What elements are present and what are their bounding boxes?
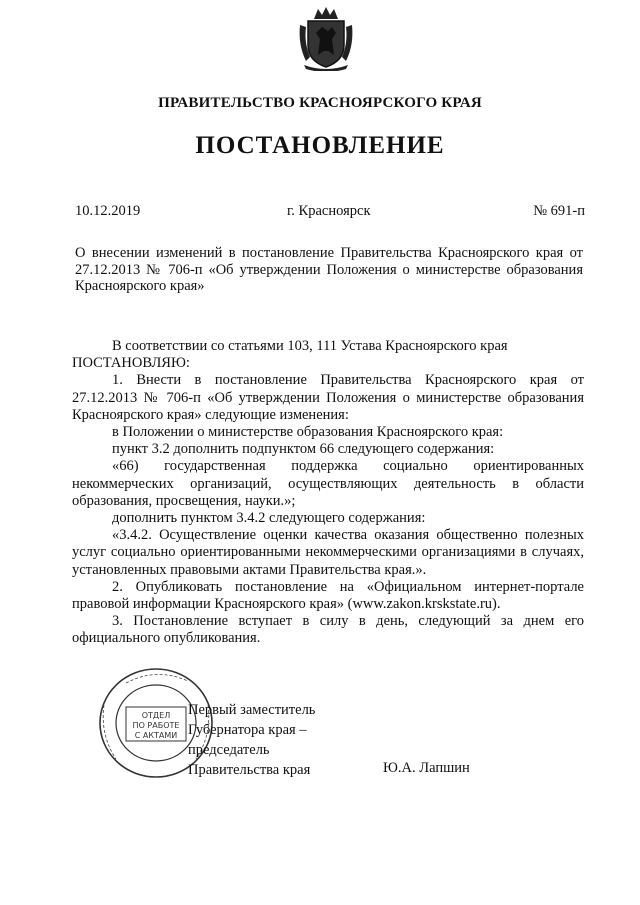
paragraph-point-3-2: пункт 3.2 дополнить подпунктом 66 следующего содержания: xyxy=(112,441,495,458)
paragraph-item-3: 3. Постановление вступает в силу в день, следующий за днем его официального опубликования. xyxy=(72,613,584,647)
stamp-line-1: ОТДЕЛ xyxy=(141,711,171,720)
paragraph-item-2: 2. Опубликовать постановление на «Официальном интернет-портале правовой информации Красноярского края» (www.zakon.krskstate.ru). xyxy=(72,578,584,613)
stamp-line-3: С АКТАМИ xyxy=(134,731,178,740)
paragraph-add-point: дополнить пунктом 3.4.2 следующего содержания: xyxy=(112,510,426,527)
paragraph-item-1: 1. Внести в постановление Правительства Красноярского края от 27.12.2013 № 706-п «Об утверждении Положения о министерстве образования Красноярского края» следующие изменения: xyxy=(72,372,584,423)
document-subject: О внесении изменений в постановление Правительства Красноярского края от 27.12.2013 № 706-п «Об утверждении Положения о министерстве образования Красноярского края» xyxy=(75,245,583,295)
stamp-line-2: ПО РАБОТЕ xyxy=(132,721,180,730)
signature-block xyxy=(188,700,315,780)
government-name: ПРАВИТЕЛЬСТВО КРАСНОЯРСКОГО КРАЯ xyxy=(158,95,482,111)
document-body xyxy=(72,338,584,648)
document-date: 10.12.2019 xyxy=(75,203,141,219)
signature-line-1: Первый заместитель xyxy=(188,702,316,718)
document-title: ПОСТАНОВЛЕНИЕ xyxy=(195,132,445,159)
paragraph-basis: В соответствии со статьями 103, 111 Устава Красноярского края xyxy=(112,338,508,354)
document-city: г. Красноярск xyxy=(287,203,371,219)
signature-line-3: председатель xyxy=(188,742,270,758)
document-number: № 691-п xyxy=(533,203,585,219)
paragraph-regulation: в Положении о министерстве образования Красноярского края: xyxy=(112,424,504,441)
signatory-name: Ю.А. Лапшин xyxy=(383,760,470,776)
signature-line-4: Правительства края xyxy=(188,762,311,778)
paragraph-resolve: ПОСТАНОВЛЯЮ: xyxy=(72,355,190,372)
paragraph-point-3-4-2: «3.4.2. Осуществление оценки качества оказания общественно полезных услуг социально ориентированными некоммерческими организациями в случаях, установленных правовыми актами Правительства края.». xyxy=(72,527,584,578)
signature-line-2: Губернатора края – xyxy=(188,722,307,738)
coat-of-arms-icon xyxy=(298,5,354,71)
paragraph-subpoint-66: «66) государственная поддержка социально ориентированных некоммерческих организаций, осуществляющих деятельность в области образования, просвещения, науки.»; xyxy=(72,458,584,509)
